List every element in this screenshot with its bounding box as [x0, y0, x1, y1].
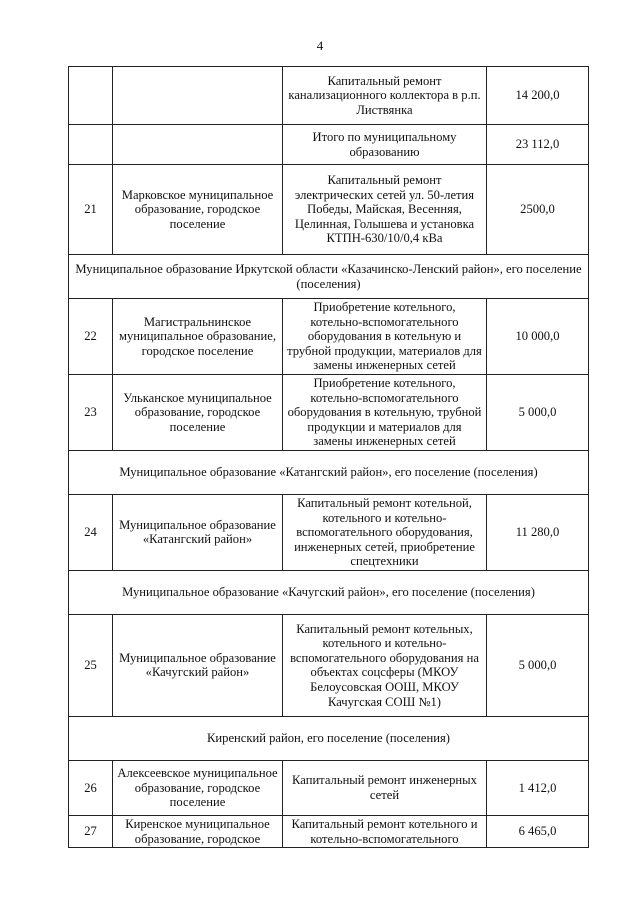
row-number: 26: [69, 760, 113, 815]
amount-cell: 2500,0: [487, 165, 589, 255]
work-description-cell: Капитальный ремонт котельных, котельного и котельно-вспомогательного оборудования на объектах соцсферы (МКОУ Белоусовская ООШ, МКОУ Качугская СОШ №1): [283, 614, 487, 716]
table-row: [69, 299, 589, 375]
row-number: 24: [69, 494, 113, 570]
row-number: [69, 67, 113, 125]
municipality-cell: Муниципальное образование «Качугский район»: [113, 614, 283, 716]
amount-cell: 23 112,0: [487, 125, 589, 165]
table-row: [69, 614, 589, 716]
section-row: [69, 450, 589, 494]
municipality-cell: Ульканское муниципальное образование, городское поселение: [113, 374, 283, 450]
work-description-cell: Приобретение котельного, котельно-вспомогательного оборудования в котельную и трубной продукции, материалов для замены инженерных сетей: [283, 299, 487, 375]
municipality-cell: [113, 67, 283, 125]
table-row: [69, 165, 589, 255]
row-number: 27: [69, 815, 113, 847]
work-description-cell: Итого по муниципальному образованию: [283, 125, 487, 165]
table-row: [69, 760, 589, 815]
work-description-cell: Капитальный ремонт канализационного коллектора в р.п. Листвянка: [283, 67, 487, 125]
work-description-cell: Приобретение котельного, котельно-вспомогательного оборудования в котельную, трубной продукции и материалов для замены инженерных сетей: [283, 374, 487, 450]
section-heading: Киренский район, его поселение (поселения): [69, 716, 589, 760]
table-row: [69, 67, 589, 125]
row-number: 23: [69, 374, 113, 450]
work-description-cell: Капитальный ремонт котельной, котельного и котельно-вспомогательного оборудования, инженерных сетей, приобретение спецтехники: [283, 494, 487, 570]
section-row: [69, 255, 589, 299]
section-row: [69, 570, 589, 614]
section-row: [69, 716, 589, 760]
amount-cell: 5 000,0: [487, 614, 589, 716]
amount-cell: 6 465,0: [487, 815, 589, 847]
table-row: [69, 815, 589, 847]
municipality-cell: Киренское муниципальное образование, городское: [113, 815, 283, 847]
section-heading: Муниципальное образование «Качугский район», его поселение (поселения): [69, 570, 589, 614]
amount-cell: 14 200,0: [487, 67, 589, 125]
table-row: [69, 125, 589, 165]
row-number: 25: [69, 614, 113, 716]
table-body: [69, 67, 589, 848]
amount-cell: 11 280,0: [487, 494, 589, 570]
municipality-cell: Магистральнинское муниципальное образование, городское поселение: [113, 299, 283, 375]
amount-cell: 10 000,0: [487, 299, 589, 375]
section-heading: Муниципальное образование Иркутской области «Казачинско-Ленский район», его поселение (поселения): [69, 255, 589, 299]
row-number: [69, 125, 113, 165]
row-number: 21: [69, 165, 113, 255]
work-description-cell: Капитальный ремонт котельного и котельно-вспомогательного: [283, 815, 487, 847]
work-description-cell: Капитальный ремонт инженерных сетей: [283, 760, 487, 815]
amount-cell: 1 412,0: [487, 760, 589, 815]
row-number: 22: [69, 299, 113, 375]
municipality-cell: [113, 125, 283, 165]
allocation-table: [68, 66, 589, 848]
municipality-cell: Муниципальное образование «Катангский район»: [113, 494, 283, 570]
section-heading: Муниципальное образование «Катангский район», его поселение (поселения): [69, 450, 589, 494]
work-description-cell: Капитальный ремонт электрических сетей ул. 50-летия Победы, Майская, Весенняя, Целинная, Голышева и установка КТПН-630/10/0,4 кВа: [283, 165, 487, 255]
municipality-cell: Алексеевское муниципальное образование, городское поселение: [113, 760, 283, 815]
table-row: [69, 494, 589, 570]
table-row: [69, 374, 589, 450]
municipality-cell: Марковское муниципальное образование, городское поселение: [113, 165, 283, 255]
amount-cell: 5 000,0: [487, 374, 589, 450]
page-number: 4: [316, 38, 324, 53]
